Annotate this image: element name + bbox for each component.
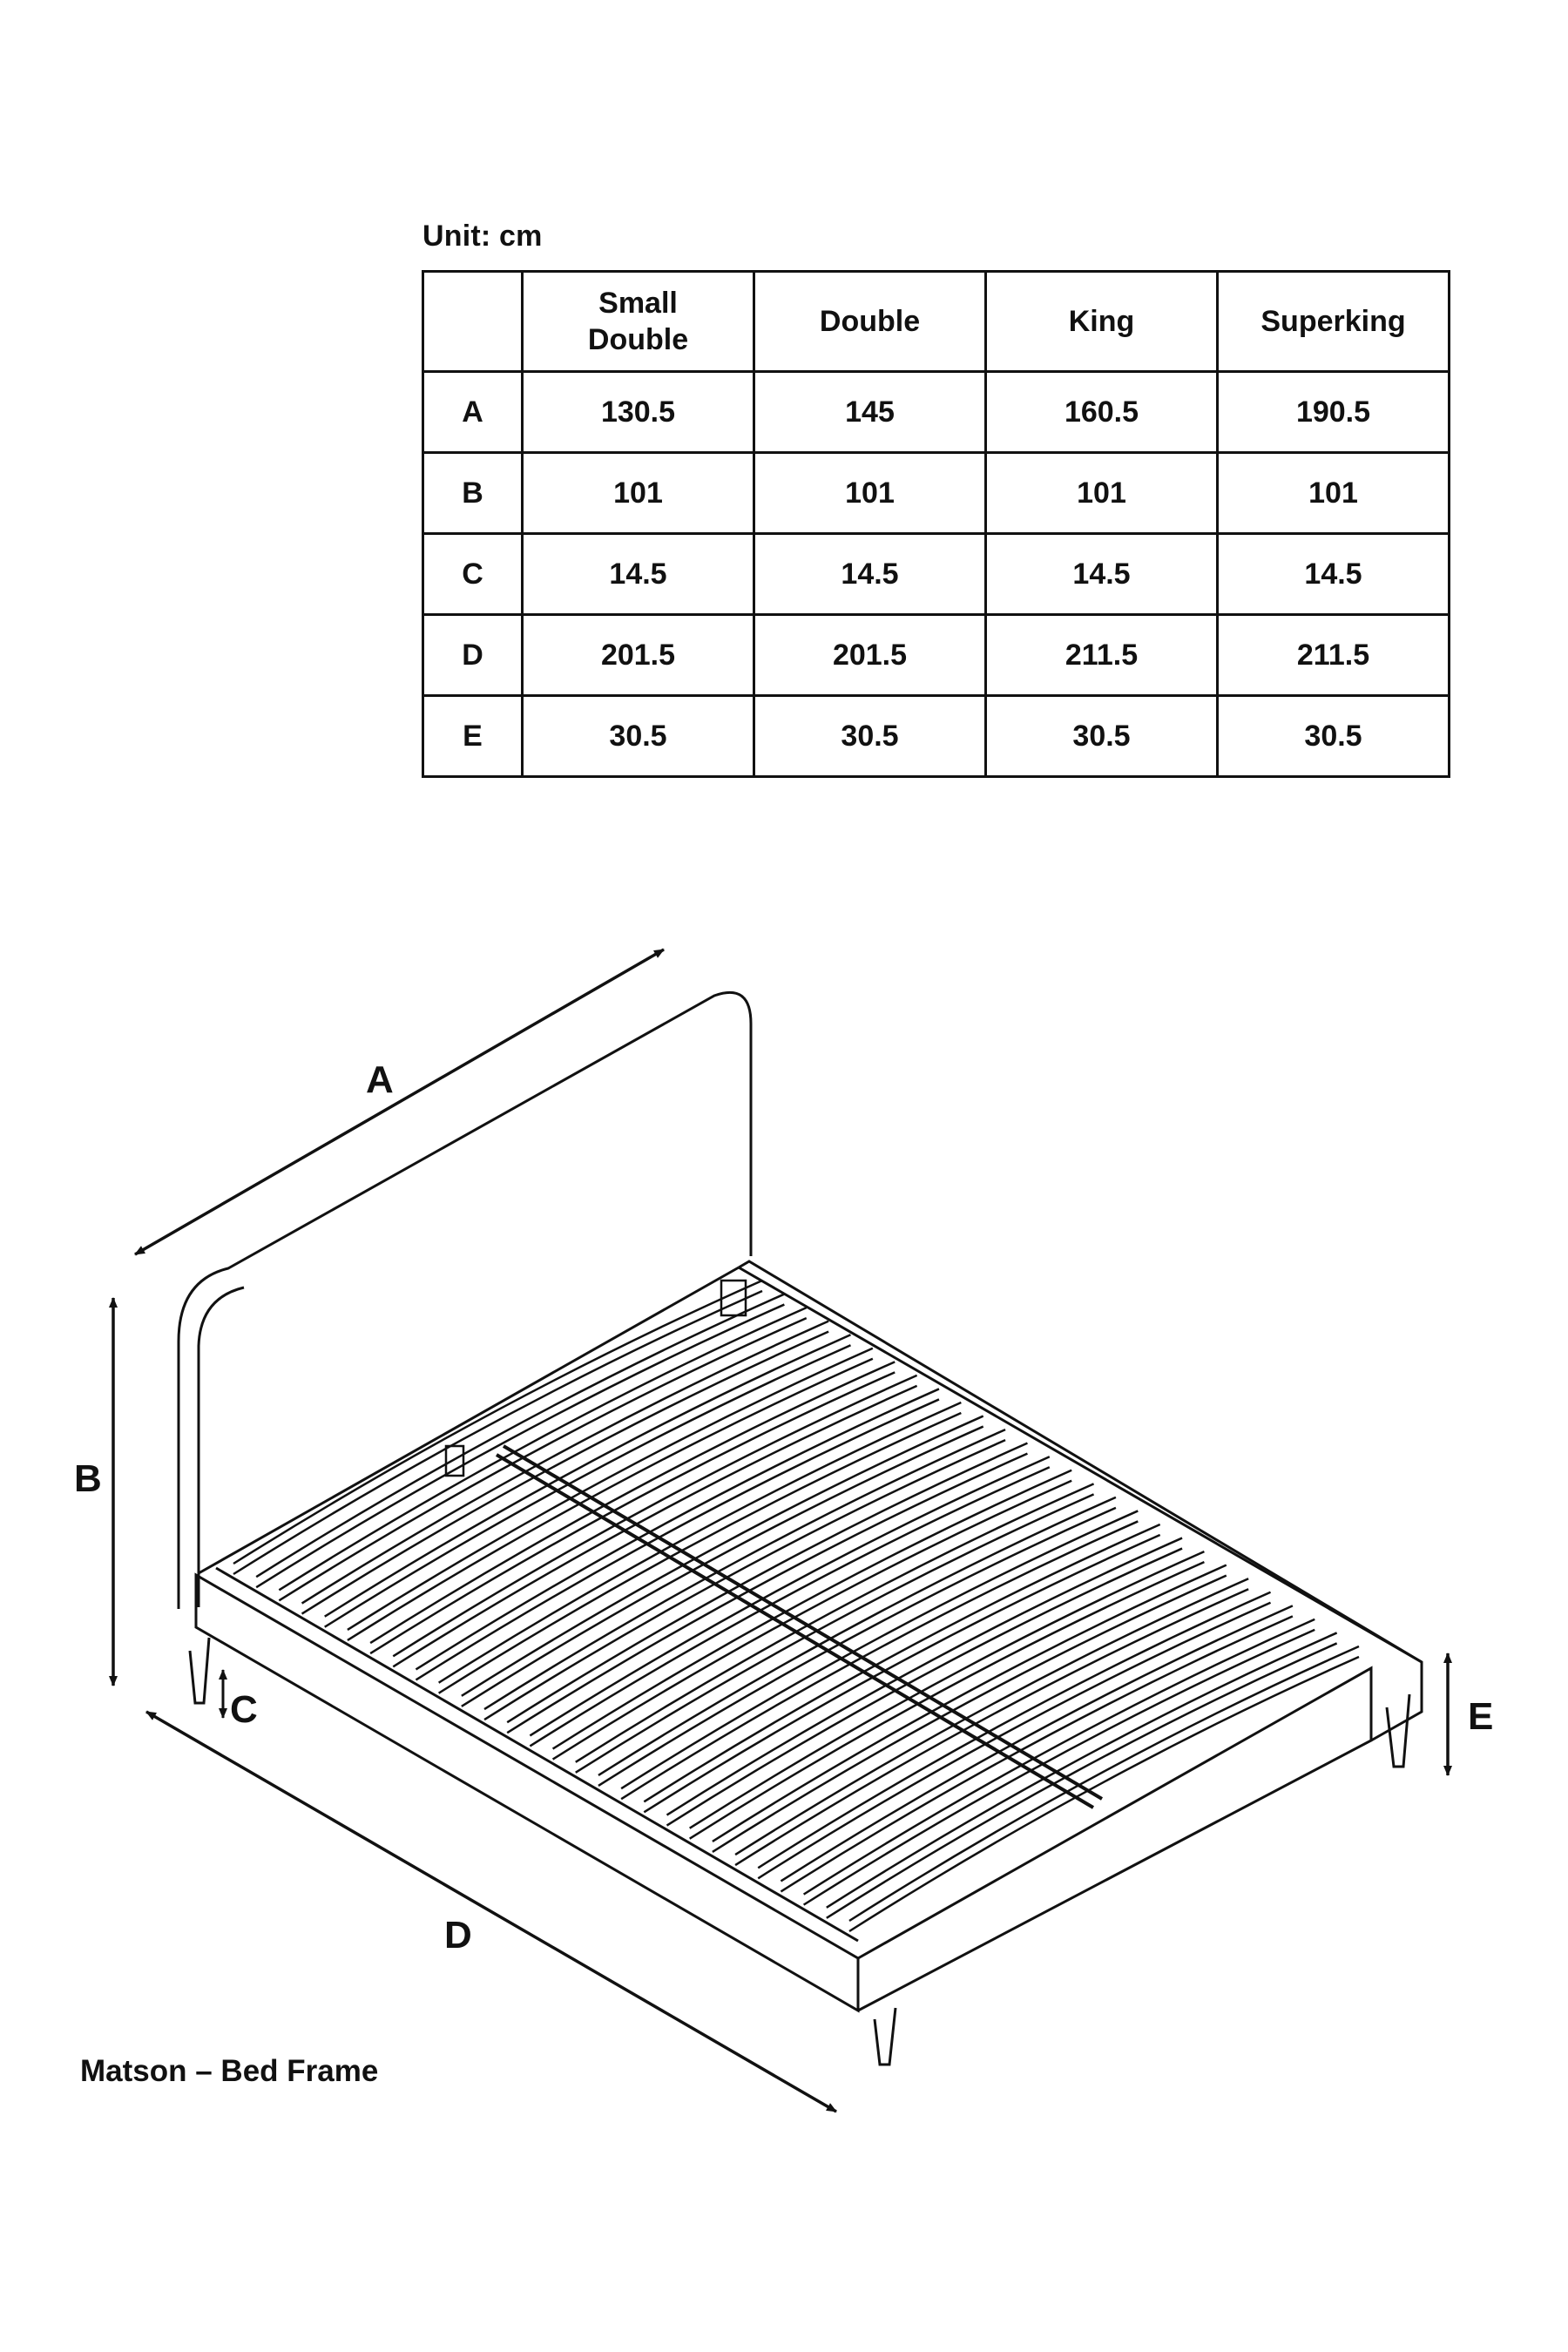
slat-edge xyxy=(507,1443,1027,1723)
dimension-label-c: C xyxy=(230,1688,258,1731)
column-header-line: Double xyxy=(587,323,689,356)
column-header-line: King xyxy=(1068,304,1135,338)
slat-edge xyxy=(530,1456,1049,1735)
slat-edge xyxy=(256,1305,784,1588)
table-cell: 30.5 xyxy=(986,696,1218,777)
slat-edge xyxy=(484,1429,1005,1709)
dimension-arrow-d xyxy=(146,1712,836,2112)
table-cell: 160.5 xyxy=(986,372,1218,453)
table-cell: 30.5 xyxy=(1218,696,1450,777)
slat-edge xyxy=(827,1632,1337,1907)
slat-edge xyxy=(233,1281,762,1564)
column-header-line: Superking xyxy=(1260,304,1406,338)
table-cell: 190.5 xyxy=(1218,372,1450,453)
dimension-arrow-a xyxy=(135,950,664,1254)
table-cell: 14.5 xyxy=(1218,534,1450,615)
table-cell: 101 xyxy=(1218,453,1450,534)
slat-edge xyxy=(462,1416,983,1696)
table-cell: 201.5 xyxy=(523,615,754,696)
slat-edge xyxy=(553,1470,1072,1749)
table-cell: 101 xyxy=(523,453,754,534)
slat-edge xyxy=(256,1294,784,1578)
column-header-line: Small xyxy=(598,286,678,320)
column-header-line: Double xyxy=(819,304,921,338)
product-caption: Matson – Bed Frame xyxy=(80,2054,379,2088)
dimension-label-d: D xyxy=(444,1914,472,1957)
row-label: E xyxy=(423,696,523,777)
slat-edge xyxy=(690,1551,1205,1828)
slat-edge xyxy=(667,1538,1183,1815)
slat-edge xyxy=(598,1497,1116,1775)
table-cell: 14.5 xyxy=(986,534,1218,615)
dimension-label-a: A xyxy=(366,1058,394,1101)
slat-edge xyxy=(804,1619,1315,1895)
slat-edge xyxy=(576,1484,1094,1761)
slat-edge xyxy=(325,1335,851,1617)
table-cell: 211.5 xyxy=(986,615,1218,696)
slat-edge xyxy=(758,1592,1270,1868)
slat-edge xyxy=(621,1511,1138,1788)
row-label: C xyxy=(423,534,523,615)
slat-edge xyxy=(370,1362,895,1643)
table-cell: 201.5 xyxy=(754,615,986,696)
row-label: B xyxy=(423,453,523,534)
slat-edge xyxy=(302,1321,829,1604)
slat-edge xyxy=(713,1565,1227,1842)
slat-edge xyxy=(233,1291,762,1574)
table-cell: 130.5 xyxy=(523,372,754,453)
slat-edge xyxy=(439,1402,962,1683)
slat-edge xyxy=(781,1605,1292,1881)
unit-label: Unit: cm xyxy=(422,220,543,253)
row-label: A xyxy=(423,372,523,453)
table-cell: 145 xyxy=(754,372,986,453)
table-cell: 101 xyxy=(754,453,986,534)
row-label: D xyxy=(423,615,523,696)
slat-edge xyxy=(644,1524,1159,1801)
table-cell: 14.5 xyxy=(754,534,986,615)
table-cell: 30.5 xyxy=(754,696,986,777)
dimension-label-b: B xyxy=(74,1457,102,1500)
slat-edge xyxy=(416,1389,938,1669)
table-cell: 211.5 xyxy=(1218,615,1450,696)
headboard-brackets xyxy=(446,1281,746,1476)
table-cell: 14.5 xyxy=(523,534,754,615)
slat-edge xyxy=(279,1308,806,1590)
dimension-label-e: E xyxy=(1468,1695,1494,1738)
slat-edge xyxy=(735,1578,1248,1855)
table-cell: 30.5 xyxy=(523,696,754,777)
slat-edge xyxy=(348,1348,873,1630)
slats xyxy=(233,1281,1359,1931)
table-cell: 101 xyxy=(986,453,1218,534)
slat-edge xyxy=(279,1318,806,1600)
